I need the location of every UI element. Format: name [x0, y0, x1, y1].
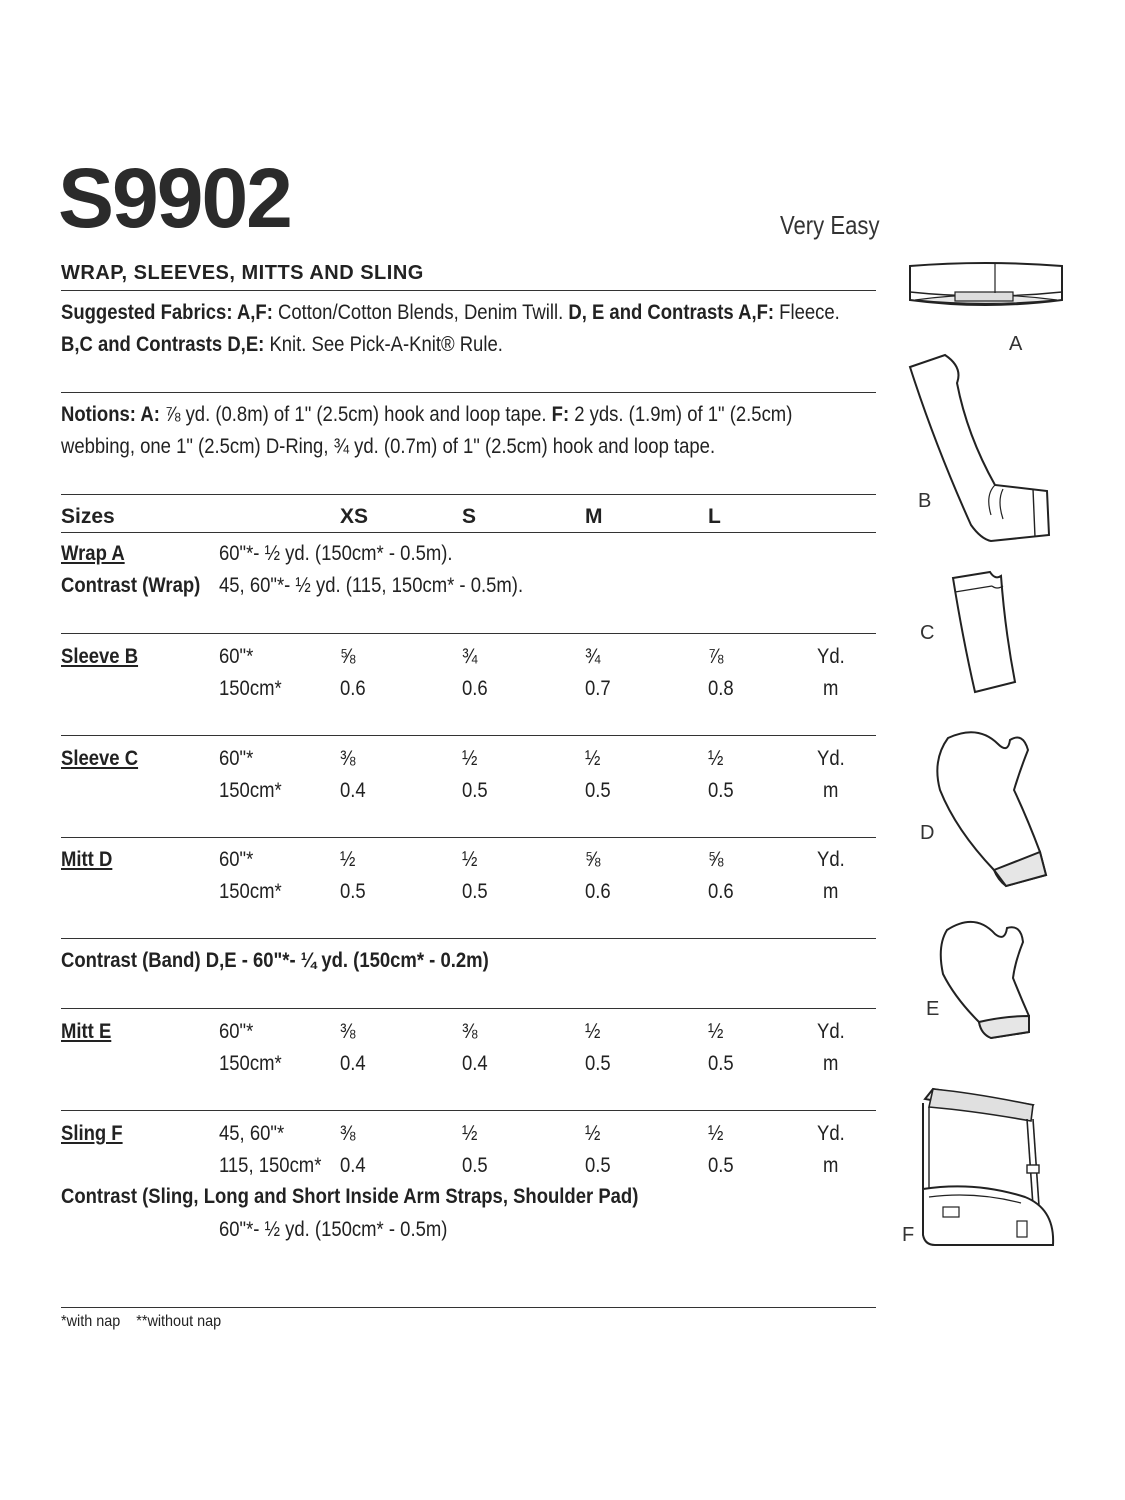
row-label: Sleeve B [61, 645, 139, 668]
fabrics-label: B,C and Contrasts D,E: [61, 333, 265, 356]
yardage-value: 0.8 [708, 677, 734, 700]
size-header: L [708, 505, 721, 528]
yardage-value: 0.4 [340, 1154, 366, 1177]
yardage-value: 0.4 [462, 1052, 488, 1075]
fabric-width: 150cm* [219, 880, 282, 903]
difficulty-label: Very Easy [780, 210, 880, 240]
yardage-value: 0.5 [708, 779, 734, 802]
row-label: Mitt E [61, 1020, 112, 1043]
yardage-value: ¾ [462, 645, 478, 668]
yardage-value: ⅜ [462, 1020, 478, 1043]
row-label: Sling F [61, 1122, 123, 1145]
yardage-value: 0.5 [585, 1052, 611, 1075]
view-label-e: E [926, 998, 940, 1020]
unit-label: Yd. [817, 848, 845, 871]
view-label-f: F [902, 1224, 915, 1246]
yardage-value: ½ [708, 1122, 724, 1145]
yardage-value: ⅝ [340, 645, 356, 668]
divider [61, 494, 876, 495]
pattern-title: WRAP, SLEEVES, MITTS AND SLING [61, 262, 424, 284]
sizes-label: Sizes [61, 505, 115, 528]
unit-label: m [823, 677, 839, 700]
unit-label: Yd. [817, 1122, 845, 1145]
contrast-wrap-yardage: 45, 60"*- ½ yd. (115, 150cm* - 0.5m). [219, 574, 524, 597]
divider [61, 837, 876, 838]
view-e-mitt-illustration [935, 918, 1035, 1043]
yardage-value: ½ [340, 848, 356, 871]
fabric-width: 115, 150cm* [219, 1154, 322, 1177]
divider [61, 1110, 876, 1111]
yardage-value: 0.5 [585, 779, 611, 802]
unit-label: Yd. [817, 1020, 845, 1043]
divider [61, 938, 876, 939]
sling-contrast-label: Contrast (Sling, Long and Short Inside Arm Straps, Shoulder Pad) [61, 1185, 639, 1208]
notions-text: 2 yds. (1.9m) of 1" (2.5cm) [569, 403, 793, 426]
unit-label: Yd. [817, 747, 845, 770]
yardage-value: ½ [462, 747, 478, 770]
sling-contrast-yardage: 60"*- ½ yd. (150cm* - 0.5m) [219, 1218, 448, 1241]
yardage-value: 0.5 [340, 880, 366, 903]
yardage-value: ½ [708, 747, 724, 770]
yardage-value: ⅜ [340, 747, 356, 770]
notions-line-1 [61, 403, 792, 427]
divider [61, 1307, 876, 1308]
notions-line-2: webbing, one 1" (2.5cm) D-Ring, ¾ yd. (0.7m) of 1" (2.5cm) hook and loop tape. [61, 435, 716, 458]
fabric-width: 60"* [219, 645, 254, 668]
row-label: Mitt D [61, 848, 113, 871]
divider [61, 633, 876, 634]
divider [61, 735, 876, 736]
yardage-value: ½ [462, 848, 478, 871]
band-contrast: Contrast (Band) D,E - 60"*- ¼ yd. (150cm* - 0.2m) [61, 949, 489, 972]
fabric-width: 60"* [219, 1020, 254, 1043]
view-label-a: A [1009, 333, 1023, 355]
fabric-width: 45, 60"* [219, 1122, 285, 1145]
yardage-value: ⅜ [340, 1020, 356, 1043]
yardage-value: 0.5 [462, 779, 488, 802]
notions-label: Notions: A: [61, 403, 160, 426]
fabrics-line-1 [61, 301, 840, 325]
fabrics-text: Cotton/Cotton Blends, Denim Twill. [272, 301, 569, 324]
row-label-contrast-wrap: Contrast (Wrap) [61, 574, 201, 597]
wrap-yardage: 60"*- ½ yd. (150cm* - 0.5m). [219, 542, 453, 565]
yardage-value: 0.7 [585, 677, 611, 700]
unit-label: m [823, 1052, 839, 1075]
unit-label: m [823, 779, 839, 802]
yardage-value: 0.6 [708, 880, 734, 903]
view-c-sleeve-illustration [945, 570, 1020, 695]
footnote: *with nap **without nap [61, 1313, 222, 1330]
notions-text: ⅞ yd. (0.8m) of 1" (2.5cm) hook and loop tape. [159, 403, 552, 426]
size-header: XS [340, 505, 369, 528]
size-header: S [462, 505, 477, 528]
unit-label: m [823, 1154, 839, 1177]
fabrics-text: Knit. See Pick-A-Knit® Rule. [264, 333, 503, 356]
yardage-value: 0.5 [462, 880, 488, 903]
notions-label: F: [551, 403, 570, 426]
yardage-value: ⅝ [708, 848, 724, 871]
yardage-value: ½ [585, 747, 601, 770]
fabric-width: 150cm* [219, 677, 282, 700]
row-label-wrap-a: Wrap A [61, 542, 125, 565]
yardage-value: ¾ [585, 645, 601, 668]
yardage-value: 0.5 [462, 1154, 488, 1177]
yardage-value: 0.5 [708, 1154, 734, 1177]
yardage-value: ½ [585, 1020, 601, 1043]
fabrics-label: D, E and Contrasts A,F: [568, 301, 775, 324]
unit-label: m [823, 880, 839, 903]
fabrics-line-2 [61, 333, 503, 357]
divider [61, 290, 876, 291]
view-d-mitt-illustration [928, 730, 1053, 890]
yardage-value: ½ [462, 1122, 478, 1145]
yardage-value: 0.5 [585, 1154, 611, 1177]
fabric-width: 60"* [219, 848, 254, 871]
fabrics-label: Suggested Fabrics: A,F: [61, 301, 273, 324]
yardage-value: 0.4 [340, 779, 366, 802]
fabric-width: 150cm* [219, 779, 282, 802]
fabrics-text: Fleece. [774, 301, 840, 324]
yardage-value: ⅞ [708, 645, 724, 668]
view-label-d: D [920, 822, 935, 844]
fabric-width: 150cm* [219, 1052, 282, 1075]
yardage-value: ½ [708, 1020, 724, 1043]
yardage-value: 0.4 [340, 1052, 366, 1075]
yardage-value: ⅜ [340, 1122, 356, 1145]
divider [61, 532, 876, 533]
size-header: M [585, 505, 603, 528]
yardage-value: ⅝ [585, 848, 601, 871]
view-label-c: C [920, 622, 935, 644]
view-label-b: B [918, 490, 932, 512]
yardage-value: 0.6 [462, 677, 488, 700]
fabric-width: 60"* [219, 747, 254, 770]
yardage-value: 0.6 [585, 880, 611, 903]
view-a-wrap-illustration [905, 260, 1065, 320]
view-f-sling-illustration [915, 1085, 1060, 1250]
yardage-value: 0.5 [708, 1052, 734, 1075]
unit-label: Yd. [817, 645, 845, 668]
row-label: Sleeve C [61, 747, 139, 770]
pattern-number: S9902 [58, 151, 291, 245]
view-b-sleeve-illustration [905, 355, 1055, 545]
yardage-value: 0.6 [340, 677, 366, 700]
yardage-value: ½ [585, 1122, 601, 1145]
divider [61, 1008, 876, 1009]
divider [61, 392, 876, 393]
